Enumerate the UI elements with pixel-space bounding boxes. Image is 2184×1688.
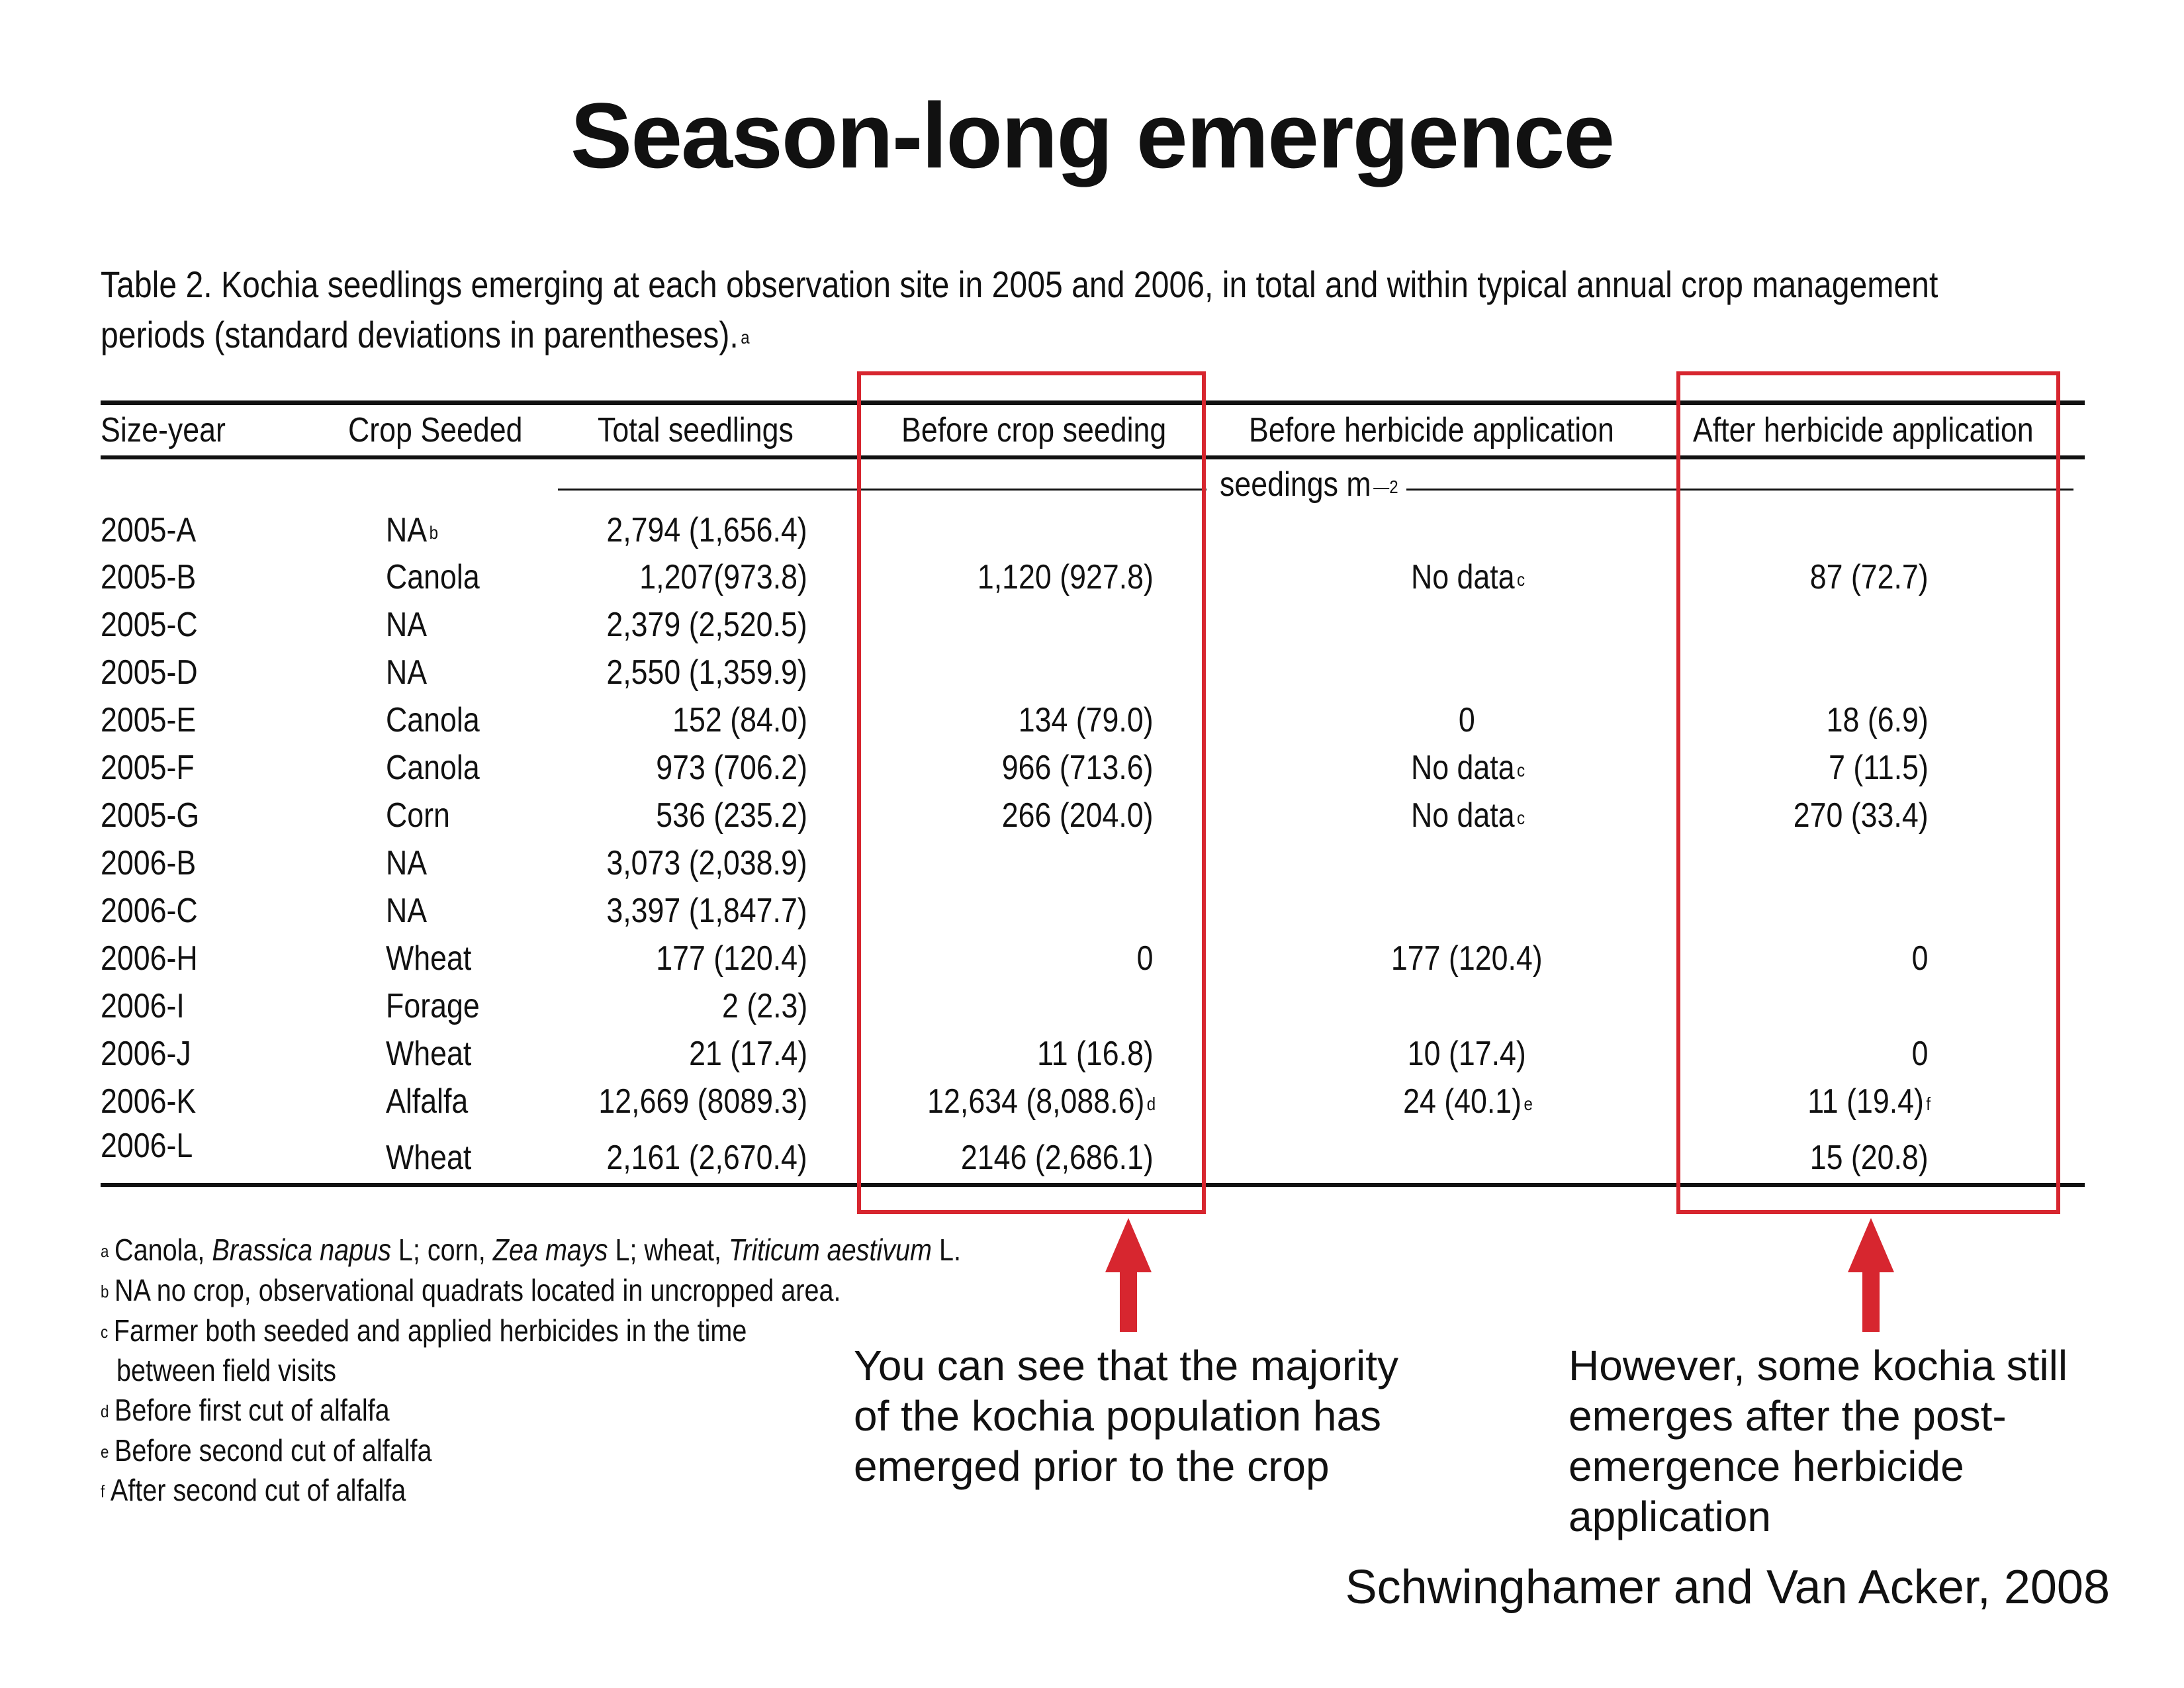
- cell-after-herbicide-value: 87 (72.7): [1809, 558, 1929, 596]
- cell-after-herbicide-value: 0: [1911, 1035, 1929, 1073]
- cell-before-herbicide-text: [1467, 507, 1469, 553]
- cell-crop-value: NA: [386, 892, 428, 930]
- cell-crop-value: Canola: [386, 558, 480, 596]
- cell-crop-value: NA: [386, 511, 428, 549]
- cell-crop: [386, 697, 482, 743]
- cell-crop-value: Corn: [386, 796, 450, 835]
- cell-total: [607, 888, 807, 934]
- footnote-mark: c: [1517, 760, 1525, 780]
- cell-before-seeding-value: 0: [1136, 939, 1154, 978]
- cell-total-value: 3,397 (1,847.7): [606, 892, 807, 930]
- footnote-mark: c: [1517, 569, 1525, 590]
- cell-site-value: 2005-E: [101, 701, 197, 739]
- header-before-crop-seeding: Before crop seeding: [901, 411, 1167, 449]
- footnote-mark: c: [1517, 808, 1525, 828]
- footnote-f-mark: f: [101, 1481, 105, 1501]
- footnote-a-text: L; wheat,: [608, 1233, 729, 1267]
- unit-exponent: —2: [1373, 477, 1398, 497]
- footnote-e-text: Before second cut of alfalfa: [114, 1433, 432, 1468]
- cell-after-herbicide-value: 15 (20.8): [1809, 1139, 1929, 1177]
- cell-before-herbicide-text: [1467, 983, 1469, 1029]
- cell-crop-value: NA: [386, 653, 428, 692]
- cell-site: [101, 1078, 196, 1125]
- cell-site-value: 2005-B: [101, 558, 197, 596]
- cell-before-seeding-value: 966 (713.6): [1001, 749, 1154, 787]
- cell-site: [101, 554, 196, 600]
- cell-crop-value: Wheat: [386, 939, 472, 978]
- unit-label-text: seedings m: [1220, 465, 1371, 504]
- cell-total: [607, 840, 807, 886]
- footnote-c-continued: between field visits: [116, 1353, 337, 1387]
- cell-total: [689, 1031, 807, 1077]
- cell-after-herbicide-value: 0: [1911, 939, 1929, 978]
- footnote-a: [101, 1230, 961, 1270]
- cell-crop-value: Alfalfa: [386, 1082, 469, 1121]
- cell-before-herbicide-value: No data: [1410, 796, 1515, 835]
- cell-total: [607, 507, 807, 553]
- cell-before-herbicide-text: [1411, 745, 1525, 791]
- highlight-box-before-crop-seeding: [857, 371, 1206, 1214]
- cell-total-value: 536 (235.2): [656, 796, 807, 835]
- cell-site: [101, 507, 196, 553]
- footnote-a-text: L.: [931, 1233, 961, 1267]
- cell-crop-value: Canola: [386, 749, 480, 787]
- cell-before-herbicide-value: 10 (17.4): [1407, 1035, 1526, 1073]
- caption-line-2: [101, 310, 1808, 360]
- cell-site-value: 2006-C: [101, 892, 198, 930]
- cell-total-value: 2 (2.3): [721, 987, 807, 1025]
- cell-crop: [386, 1078, 471, 1125]
- cell-total-value: 177 (120.4): [656, 939, 807, 978]
- cell-before-herbicide-text: [1403, 1078, 1533, 1125]
- cell-before-seeding-value: 12,634 (8,088.6): [927, 1082, 1145, 1121]
- cell-crop-value: Canola: [386, 701, 480, 739]
- cell-site-value: 2005-A: [101, 511, 197, 549]
- cell-crop: [386, 554, 482, 600]
- footnote-c: [101, 1311, 747, 1350]
- cell-site: [101, 888, 198, 934]
- cell-before-herbicide-value: 177 (120.4): [1390, 939, 1543, 978]
- cell-before-herbicide-value: 24 (40.1): [1403, 1082, 1522, 1121]
- callout-line: emerged prior to the crop: [854, 1442, 1330, 1490]
- cell-site-value: 2006-K: [101, 1082, 197, 1121]
- footnote-d: [101, 1390, 390, 1430]
- cell-crop: [386, 888, 430, 934]
- footnote-c-text: Farmer both seeded and applied herbicides in the time: [113, 1313, 747, 1348]
- cell-before-seeding-value: 11 (16.8): [1036, 1035, 1154, 1073]
- footnote-a-species-3: Triticum aestivum: [728, 1233, 932, 1267]
- cell-after-herbicide-value: 11 (19.4): [1807, 1082, 1924, 1121]
- footnote-mark: f: [1926, 1094, 1931, 1114]
- cell-site: [101, 792, 199, 839]
- citation: Schwinghamer and Van Acker, 2008: [1345, 1561, 2110, 1614]
- header-total-seedlings: Total seedlings: [598, 411, 794, 449]
- cell-total: [656, 745, 807, 791]
- callout-line: emergence herbicide: [1569, 1442, 1964, 1490]
- cell-total: [607, 602, 807, 648]
- cell-site-value: 2005-C: [101, 606, 198, 644]
- cell-site: [101, 1031, 191, 1077]
- cell-crop: [386, 649, 430, 696]
- footnote-a-species-1: Brassica napus: [212, 1233, 391, 1267]
- cell-site-value: 2005-G: [101, 796, 200, 835]
- footnote-f-text: After second cut of alfalfa: [110, 1473, 406, 1507]
- cell-site: [101, 649, 198, 696]
- callout-after-herbicide: [1569, 1340, 2068, 1542]
- cell-after-herbicide-value: 18 (6.9): [1826, 701, 1929, 739]
- footnote-mark: b: [429, 522, 438, 543]
- callout-line: emerges after the post-: [1569, 1392, 2007, 1440]
- cell-site: [101, 983, 185, 1029]
- callout-line: of the kochia population has: [854, 1392, 1382, 1440]
- cell-before-seeding-value: 2146 (2,686.1): [960, 1139, 1154, 1177]
- arrow-up-icon: [1105, 1218, 1152, 1332]
- cell-total: [598, 1078, 807, 1125]
- cell-total-value: 12,669 (8089.3): [598, 1082, 807, 1121]
- cell-total-value: 2,379 (2,520.5): [606, 606, 807, 644]
- cell-total: [639, 554, 807, 600]
- cell-site-value: 2005-F: [101, 749, 195, 787]
- cell-crop: [386, 792, 452, 839]
- cell-after-herbicide-value: 270 (33.4): [1793, 796, 1929, 835]
- cell-total-value: 2,161 (2,670.4): [606, 1139, 807, 1177]
- cell-crop: [386, 983, 482, 1029]
- header-before-herbicide: Before herbicide application: [1249, 411, 1614, 449]
- footnote-f: [101, 1470, 406, 1510]
- cell-before-seeding-value: 1,120 (927.8): [977, 558, 1154, 596]
- cell-before-herbicide-text: [1467, 649, 1469, 696]
- footnote-mark: d: [1146, 1094, 1156, 1114]
- cell-before-herbicide-text: [1467, 602, 1469, 648]
- footnote-b: [101, 1270, 841, 1310]
- cell-site-value: 2005-D: [101, 653, 198, 692]
- cell-crop: [386, 840, 430, 886]
- cell-total-value: 152 (84.0): [672, 701, 807, 739]
- footnote-a-species-2: Zea mays: [492, 1233, 608, 1267]
- cell-before-herbicide-text: [1467, 1135, 1469, 1181]
- cell-before-herbicide-text: [1391, 935, 1545, 982]
- cell-before-seeding-value: 134 (79.0): [1018, 701, 1154, 739]
- header-crop-seeded: Crop Seeded: [348, 411, 523, 449]
- header-size-year: Size-year: [101, 411, 226, 449]
- cell-crop: [386, 1135, 474, 1181]
- cell-site-value: 2006-H: [101, 939, 198, 978]
- cell-before-herbicide-text: [1467, 840, 1469, 886]
- cell-crop: [386, 602, 430, 648]
- cell-total-value: 21 (17.4): [688, 1035, 807, 1073]
- cell-site: [101, 602, 198, 648]
- footnote-c-mark: c: [101, 1322, 109, 1342]
- cell-total: [672, 697, 807, 743]
- cell-site: [101, 697, 196, 743]
- cell-site: [101, 745, 195, 791]
- caption-line-2-text: periods (standard deviations in parentheses).: [101, 314, 739, 355]
- header-after-herbicide: After herbicide application: [1693, 411, 2034, 449]
- footnote-e: [101, 1430, 432, 1470]
- cell-total-value: 973 (706.2): [656, 749, 807, 787]
- footnote-d-mark: d: [101, 1401, 109, 1421]
- cell-crop-value: NA: [386, 844, 428, 882]
- footnote-e-mark: e: [101, 1442, 109, 1462]
- cell-site-value: 2006-B: [101, 844, 197, 882]
- cell-before-herbicide-text: [1467, 888, 1469, 934]
- cell-before-herbicide-value: No data: [1410, 749, 1515, 787]
- cell-before-herbicide-text: [1411, 792, 1525, 839]
- footnote-a-text: L; corn,: [390, 1233, 493, 1267]
- cell-site-value: 2006-L: [101, 1127, 193, 1165]
- callout-before-crop: [854, 1340, 1398, 1491]
- footnote-a-text: Canola,: [114, 1233, 212, 1267]
- footnote-mark: e: [1524, 1094, 1533, 1114]
- cell-before-herbicide-value: 0: [1458, 701, 1475, 739]
- cell-site: [101, 935, 198, 982]
- cell-site: [101, 840, 196, 886]
- cell-site: [101, 1123, 193, 1169]
- callout-line: However, some kochia still: [1569, 1342, 2068, 1389]
- cell-before-herbicide-value: No data: [1410, 558, 1515, 596]
- cell-before-herbicide-text: [1408, 1031, 1528, 1077]
- cell-total: [656, 792, 807, 839]
- cell-total: [656, 935, 807, 982]
- cell-before-seeding-value: 266 (204.0): [1001, 796, 1154, 835]
- arrow-up-icon: [1848, 1218, 1894, 1332]
- cell-crop-value: Wheat: [386, 1035, 472, 1073]
- cell-site-value: 2006-I: [101, 987, 185, 1025]
- unit-label: [1220, 461, 1398, 508]
- cell-crop: [386, 935, 474, 982]
- callout-line: application: [1569, 1493, 1771, 1540]
- cell-crop-value: Forage: [386, 987, 480, 1025]
- cell-total-value: 2,794 (1,656.4): [606, 511, 807, 549]
- cell-site-value: 2006-J: [101, 1035, 191, 1073]
- footnote-b-text: NA no crop, observational quadrats located in uncropped area.: [114, 1273, 841, 1307]
- cell-crop: [386, 1031, 474, 1077]
- highlight-box-after-herbicide: [1676, 371, 2060, 1214]
- cell-total-value: 2,550 (1,359.9): [606, 653, 807, 692]
- table-caption: [101, 259, 1938, 360]
- cell-before-herbicide-text: [1411, 554, 1525, 600]
- cell-total-value: 3,073 (2,038.9): [606, 844, 807, 882]
- cell-total-value: 1,207(973.8): [639, 558, 807, 596]
- slide-title: Season-long emergence: [570, 83, 1614, 187]
- cell-crop-value: Wheat: [386, 1139, 472, 1177]
- caption-line-1: Table 2. Kochia seedlings emerging at each observation site in 2005 and 2006, in total and within typical annual crop management: [101, 263, 1938, 305]
- cell-crop: [386, 507, 438, 553]
- cell-total: [607, 649, 807, 696]
- cell-after-herbicide-value: 7 (11.5): [1828, 749, 1929, 787]
- cell-crop: [386, 745, 482, 791]
- cell-total: [722, 983, 807, 1029]
- footnote-b-mark: b: [101, 1282, 109, 1301]
- cell-total: [607, 1135, 807, 1181]
- cell-crop-value: NA: [386, 606, 428, 644]
- footnote-a-mark: a: [101, 1241, 109, 1261]
- footnote-d-text: Before first cut of alfalfa: [114, 1393, 390, 1427]
- cell-before-herbicide-text: [1459, 697, 1477, 743]
- caption-footnote-mark: a: [741, 327, 750, 348]
- callout-line: You can see that the majority: [854, 1342, 1399, 1389]
